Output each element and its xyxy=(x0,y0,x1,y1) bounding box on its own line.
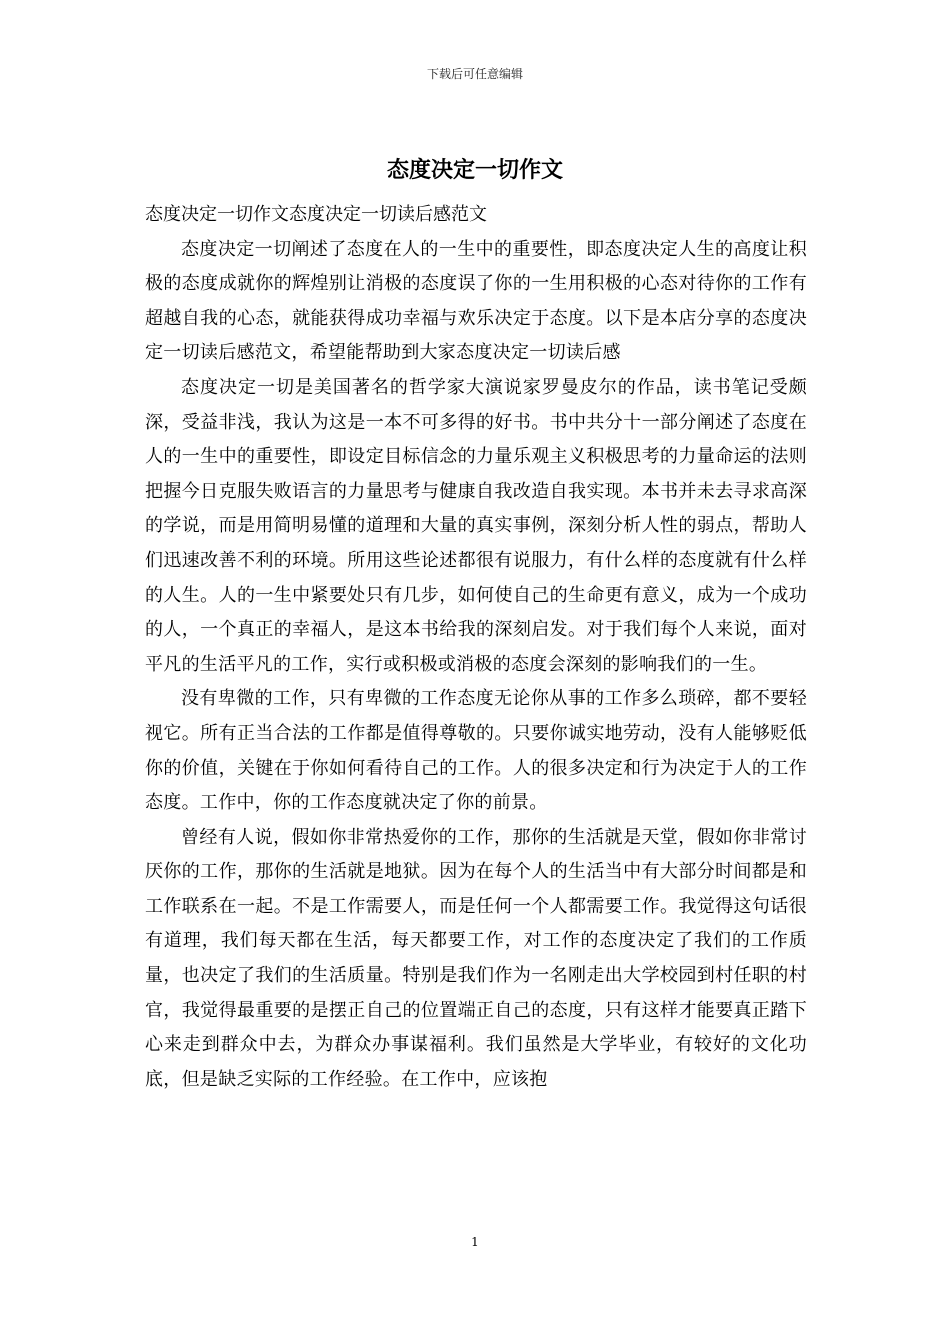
page-header-note: 下载后可任意编辑 xyxy=(426,67,523,81)
paragraph-2: 态度决定一切是美国著名的哲学家大演说家罗曼皮尔的作品，读书笔记受颇深，受益非浅，我认为这是一本不可多得的好书。书中共分十一部分阐述了态度在人的一生中的重要性，即设定目标信念的力量乐观主义积极思考的力量命运的法则把握今日克服失败语言的力量思考与健康自我改造自我实现。本书并未去寻求高深的学说，而是用简明易懂的道理和大量的真实事例，深刻分析人性的弱点，帮助人们迅速改善不利的环境。所用这些论述都很有说服力，有什么样的态度就有什么样的人生。人的一生中紧要处只有几步，如何使自己的生命更有意义，成为一个成功的人，一个真正的幸福人，是这本书给我的深刻启发。对于我们每个人来说，面对平凡的生活平凡的工作，实行或积极或消极的态度会深刻的影响我们的一生。 xyxy=(145,376,807,675)
paragraph-3: 没有卑微的工作，只有卑微的工作态度无论你从事的工作多么琐碎，都不要轻视它。所有正当合法的工作都是值得尊敬的。只要你诚实地劳动，没有人能够贬低你的价值，关键在于你如何看待自己的工作。人的很多决定和行为决定于人的工作态度。工作中，你的工作态度就决定了你的前景。 xyxy=(145,688,807,814)
page-number: 1 xyxy=(471,1235,479,1249)
document-subtitle: 态度决定一切作文态度决定一切读后感范文 xyxy=(145,204,487,225)
document-body xyxy=(145,198,807,1097)
document-title: 态度决定一切作文 xyxy=(386,157,563,183)
paragraph-4: 曾经有人说，假如你非常热爱你的工作，那你的生活就是天堂，假如你非常讨厌你的工作，那你的生活就是地狱。因为在每个人的生活当中有大部分时间都是和工作联系在一起。不是工作需要人，而是任何一个人都需要工作。我觉得这句话很有道理，我们每天都在生活，每天都要工作，对工作的态度决定了我们的工作质量，也决定了我们的生活质量。特别是我们作为一名刚走出大学校园到村任职的村官，我觉得最重要的是摆正自己的位置端正自己的态度，只有这样才能要真正踏下心来走到群众中去，为群众办事谋福利。我们虽然是大学毕业，有较好的文化功底，但是缺乏实际的工作经验。在工作中，应该抱 xyxy=(145,826,807,1090)
paragraph-1: 态度决定一切阐述了态度在人的一生中的重要性，即态度决定人生的高度让积极的态度成就你的辉煌别让消极的态度误了你的一生用积极的心态对待你的工作有超越自我的心态，就能获得成功幸福与欢乐决定于态度。以下是本店分享的态度决定一切读后感范文，希望能帮助到大家态度决定一切读后感 xyxy=(145,238,807,364)
